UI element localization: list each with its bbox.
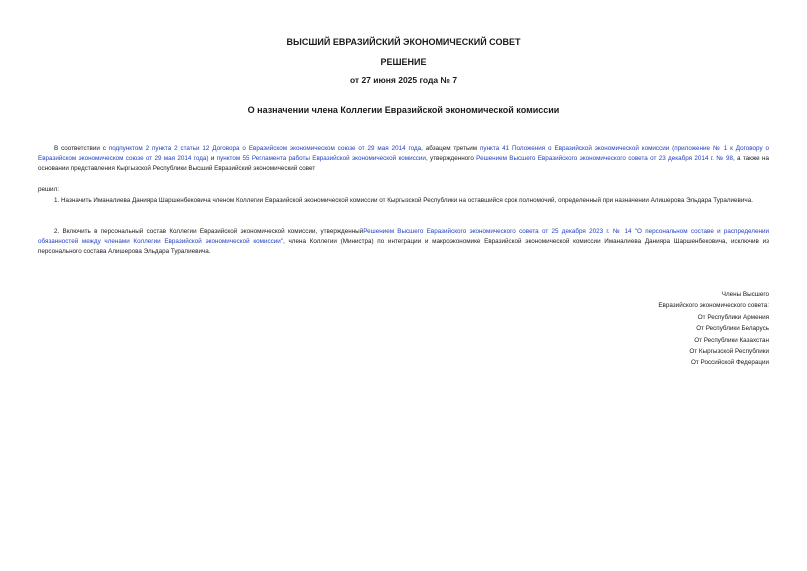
- signature-heading-1: Члены Высшего: [721, 291, 769, 298]
- link-work-rules-point-55[interactable]: пунктом 55 Регламента работы Евразийской экономической комиссии: [216, 155, 426, 162]
- preamble-text-3: и: [208, 155, 217, 162]
- link-commission-regulation-point-41[interactable]: пункта 41 Положения о Евразийской экономической комиссии (приложение № 1 к Договору о Евразийском экономическом союзе от 29 мая 2014 года): [38, 145, 770, 162]
- document-title: О назначении члена Коллегии Евразийской экономической комиссии: [247, 105, 560, 115]
- signature-member: От Республики Беларусь: [696, 325, 769, 333]
- signature-member: От Республики Армения: [697, 313, 769, 321]
- link-union-treaty-article-12[interactable]: подпунктом 2 пункта 2 статьи 12 Договора о Евразийском экономическом союзе от 29 мая 2014 года: [108, 145, 422, 152]
- link-decision-98[interactable]: Решением Высшего Евразийского экономического совета от 23 декабря 2014 г. № 98: [476, 155, 733, 162]
- preamble-text-4: , утвержденного: [425, 155, 477, 162]
- item2-text-1: 2. Включить в персональный состав Коллегии Евразийской экономической комиссии, утвержденный: [54, 228, 364, 235]
- preamble-text-2: , абзацем третьим: [421, 145, 481, 152]
- preamble-text-1: В соответствии с: [54, 145, 109, 152]
- signature-member: От Российской Федерации: [690, 359, 769, 367]
- document-type: РЕШЕНИЕ: [380, 57, 427, 67]
- document-date-number: от 27 июня 2025 года № 7: [349, 75, 458, 85]
- preamble-text-5: , а также на основании представления Кыргызской Республики Высший Евразийский экономический совет: [38, 155, 769, 172]
- signature-block: [519, 289, 769, 369]
- decision-item-2: [38, 227, 769, 257]
- link-decision-14[interactable]: Решением Высшего Евразийского экономического совета от 25 декабря 2023 г. № 14 "О персональном составе и распределении обязанностей между членами Коллегии Евразийской экономической комиссии": [38, 228, 769, 245]
- issuing-body: ВЫСШИЙ ЕВРАЗИЙСКИЙ ЭКОНОМИЧЕСКИЙ СОВЕТ: [286, 37, 521, 47]
- signature-member: От Кыргызской Республики: [689, 348, 769, 356]
- item2-text-2: , члена Коллегии (Министра) по интеграции и макроэкономике Евразийской экономической комиссии Иманалиева Данияра Шаршенбековича, исключив из персонального состава Алишерова Эльдара Туралиевича.: [38, 238, 769, 255]
- decided-label: решил:: [38, 186, 59, 193]
- decision-item-1: 1. Назначить Иманалиева Данияра Шаршенбековича членом Коллегии Евразийской экономической комиссии от Кыргызской Республики на оставшийся срок полномочий, определенный при назначении Алишерова Эльдара Туралиевича.: [54, 197, 753, 204]
- preamble-paragraph: [38, 144, 769, 174]
- signature-member: От Республики Казахстан: [694, 336, 769, 344]
- signature-heading-2: Евразийского экономического совета:: [658, 302, 769, 310]
